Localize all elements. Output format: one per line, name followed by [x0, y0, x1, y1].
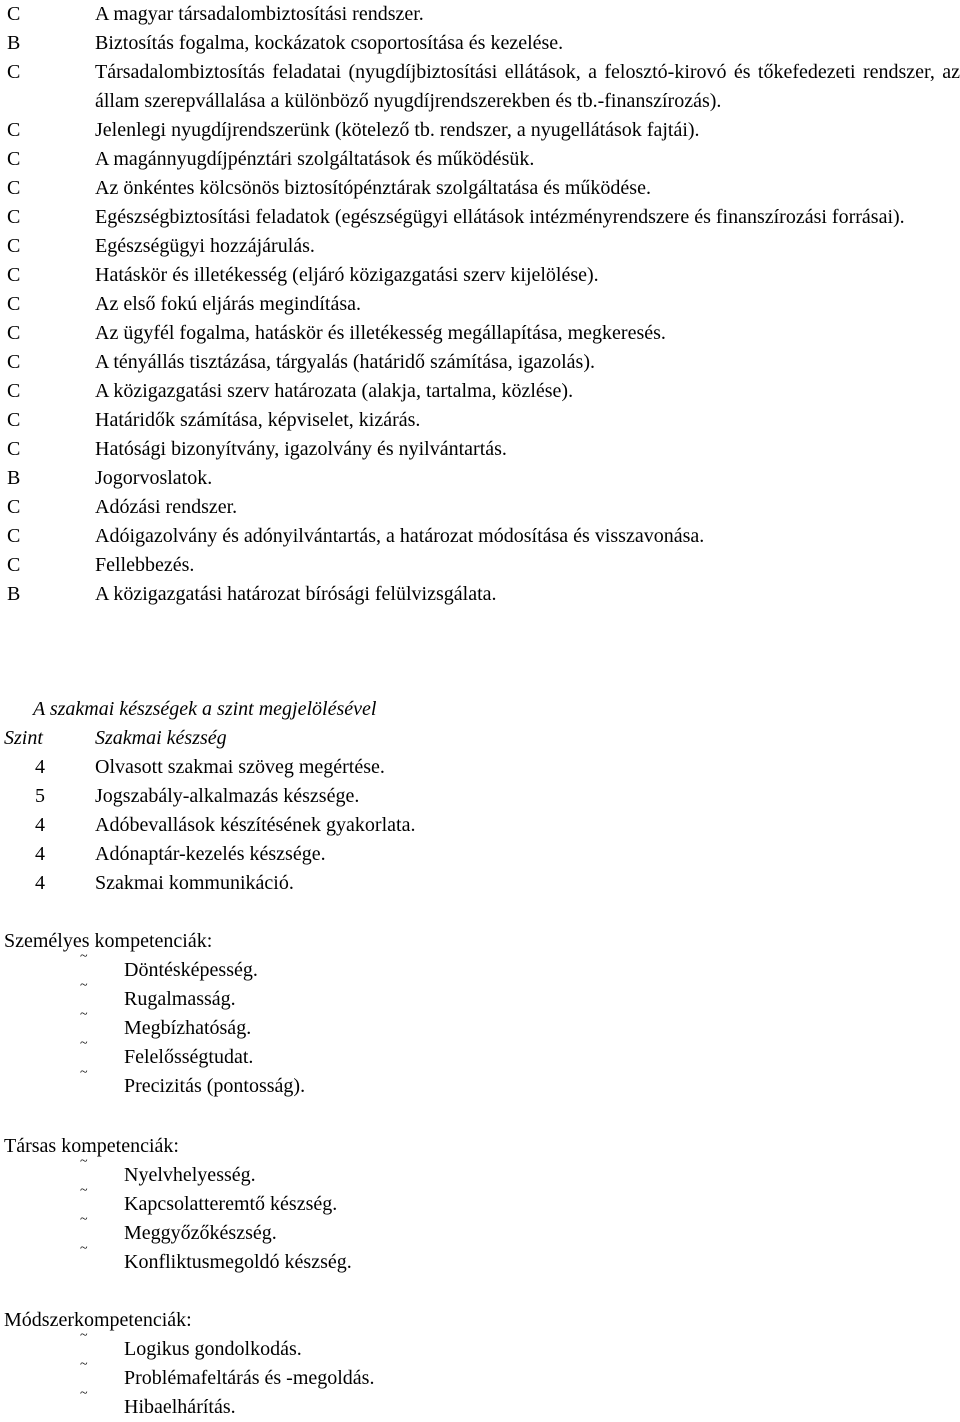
topic-text: Egészségügyi hozzájárulás.	[95, 235, 315, 257]
skills-table	[0, 695, 960, 898]
list-item	[0, 261, 960, 290]
competency-label: Megbízhatóság.	[124, 1017, 252, 1039]
list-item	[0, 551, 960, 580]
topic-text: Hatósági bizonyítvány, igazolvány és nyilvántartás.	[95, 438, 507, 460]
competency-label: Problémafeltárás és -megoldás.	[124, 1367, 375, 1389]
table-row	[0, 840, 960, 869]
tilde-bullet-icon: ~	[80, 1212, 88, 1227]
skills-caption: A szakmai készségek a szint megjelölésével	[33, 698, 377, 720]
topic-text: A közigazgatási határozat bírósági felülvizsgálata.	[95, 583, 497, 605]
skill-level: 4	[35, 872, 45, 894]
topic-text: Biztosítás fogalma, kockázatok csoportosítása és kezelése.	[95, 32, 564, 54]
skill-text: Olvasott szakmai szöveg megértése.	[95, 756, 385, 778]
list-item	[0, 406, 960, 435]
topic-level: C	[7, 264, 21, 286]
list-item	[0, 1007, 960, 1043]
competency-label: Nyelvhelyesség.	[124, 1164, 256, 1186]
topic-level: C	[7, 554, 21, 576]
topic-level: C	[7, 438, 21, 460]
method-competencies-title: Módszerkompetenciák:	[4, 1309, 192, 1331]
table-row	[0, 753, 960, 782]
topic-level: C	[7, 148, 21, 170]
header-skill: Szakmai készség	[95, 727, 227, 749]
list-item	[0, 464, 960, 493]
list-item	[0, 174, 960, 203]
list-item	[0, 0, 960, 29]
competency-label: Logikus gondolkodás.	[124, 1338, 302, 1360]
list-item	[0, 1328, 960, 1364]
topic-level: C	[7, 409, 21, 431]
topic-text: A tényállás tisztázása, tárgyalás (határidő számítása, igazolás).	[95, 351, 595, 373]
topic-level: B	[7, 32, 21, 54]
list-item	[0, 978, 960, 1014]
topic-text: Egészségbiztosítási feladatok (egészségügyi ellátások intézményrendszere és finanszírozási forrásai).	[95, 206, 905, 228]
tilde-bullet-icon: ~	[80, 1386, 88, 1401]
topic-text: Társadalombiztosítás feladatai (nyugdíjbiztosítási ellátások, a felosztó-kirovó és tőkefedezeti rendszer, az állam szerepvállalása a különböző nyugdíjrendszerekben és tb.-finanszírozás).	[95, 61, 960, 112]
topic-level: C	[7, 351, 21, 373]
tilde-bullet-icon: ~	[80, 1328, 88, 1343]
topic-text: Határidők számítása, képviselet, kizárás.	[95, 409, 421, 431]
table-row	[0, 811, 960, 840]
list-item	[0, 1212, 960, 1248]
list-item	[0, 348, 960, 377]
list-item	[0, 145, 960, 174]
tilde-bullet-icon: ~	[80, 1007, 88, 1022]
personal-competencies-title: Személyes kompetenciák:	[4, 930, 213, 952]
tilde-bullet-icon: ~	[80, 1183, 88, 1198]
competency-label: Felelősségtudat.	[124, 1046, 254, 1068]
list-item	[0, 1036, 960, 1072]
skills-header	[0, 724, 960, 753]
topic-level: C	[7, 206, 21, 228]
topic-text: Jogorvoslatok.	[95, 467, 213, 489]
topic-level: B	[7, 583, 21, 605]
list-item	[0, 1183, 960, 1219]
tilde-bullet-icon: ~	[80, 1065, 88, 1080]
skill-level: 5	[35, 785, 45, 807]
topic-text: Adózási rendszer.	[95, 496, 238, 518]
topic-text: Adóigazolvány és adónyilvántartás, a határozat módosítása és visszavonása.	[95, 525, 705, 547]
tilde-bullet-icon: ~	[80, 1357, 88, 1372]
competency-label: Konfliktusmegoldó készség.	[124, 1251, 352, 1273]
tilde-bullet-icon: ~	[80, 1154, 88, 1169]
table-row	[0, 782, 960, 811]
list-item	[0, 116, 960, 145]
skill-text: Adónaptár-kezelés készsége.	[95, 843, 326, 865]
personal-competencies	[0, 927, 960, 1101]
list-item	[0, 290, 960, 319]
topic-level: C	[7, 235, 21, 257]
list-item	[0, 1357, 960, 1393]
list-item	[0, 1065, 960, 1101]
topic-text: Az ügyfél fogalma, hatáskör és illetékesség megállapítása, megkeresés.	[95, 322, 666, 344]
competency-label: Precizitás (pontosság).	[124, 1075, 306, 1097]
topic-text: A közigazgatási szerv határozata (alakja, tartalma, közlése).	[95, 380, 574, 402]
header-level: Szint	[4, 727, 43, 749]
topic-level: B	[7, 467, 21, 489]
competency-label: Rugalmasság.	[124, 988, 236, 1010]
topic-level: C	[7, 119, 21, 141]
topic-level: C	[7, 496, 21, 518]
topic-text: A magánnyugdíjpénztári szolgáltatások és működésük.	[95, 148, 535, 170]
topic-level: C	[7, 525, 21, 547]
list-item	[0, 377, 960, 406]
list-item	[0, 319, 960, 348]
skill-text: Jogszabály-alkalmazás készsége.	[95, 785, 360, 807]
tilde-bullet-icon: ~	[80, 1036, 88, 1051]
topic-text: Fellebbezés.	[95, 554, 195, 576]
competency-label: Döntésképesség.	[124, 959, 258, 981]
list-item	[0, 522, 960, 551]
topic-text: Az első fokú eljárás megindítása.	[95, 293, 362, 315]
topic-text: A magyar társadalombiztosítási rendszer.	[95, 3, 424, 25]
social-competencies-title: Társas kompetenciák:	[4, 1135, 179, 1157]
competency-label: Kapcsolatteremtő készség.	[124, 1193, 338, 1215]
topic-level: C	[7, 3, 21, 25]
topic-list	[0, 0, 960, 609]
tilde-bullet-icon: ~	[80, 949, 88, 964]
skill-level: 4	[35, 843, 45, 865]
competency-label: Hibaelhárítás.	[124, 1396, 236, 1418]
topic-level: C	[7, 322, 21, 344]
skill-level: 4	[35, 814, 45, 836]
skill-level: 4	[35, 756, 45, 778]
topic-level: C	[7, 177, 21, 199]
competency-label: Meggyőzőkészség.	[124, 1222, 277, 1244]
topic-text: Jelenlegi nyugdíjrendszerünk (kötelező tb. rendszer, a nyugellátások fajtái).	[95, 119, 700, 141]
topic-text: Hatáskör és illetékesség (eljáró közigazgatási szerv kijelölése).	[95, 264, 599, 286]
topic-level: C	[7, 293, 21, 315]
social-competencies	[0, 1132, 960, 1277]
list-item	[0, 949, 960, 985]
tilde-bullet-icon: ~	[80, 1241, 88, 1256]
list-item	[0, 1154, 960, 1190]
table-row	[0, 869, 960, 898]
skill-text: Adóbevallások készítésének gyakorlata.	[95, 814, 416, 836]
list-item	[0, 493, 960, 522]
list-item	[0, 1241, 960, 1277]
list-item	[0, 232, 960, 261]
list-item	[0, 203, 960, 232]
topic-text: Az önkéntes kölcsönös biztosítópénztárak szolgáltatása és működése.	[95, 177, 651, 199]
list-item	[0, 58, 960, 116]
tilde-bullet-icon: ~	[80, 978, 88, 993]
list-item	[0, 435, 960, 464]
topic-level: C	[7, 380, 21, 402]
method-competencies	[0, 1306, 960, 1422]
list-item	[0, 580, 960, 609]
topic-level: C	[7, 61, 21, 83]
skill-text: Szakmai kommunikáció.	[95, 872, 294, 894]
list-item	[0, 29, 960, 58]
